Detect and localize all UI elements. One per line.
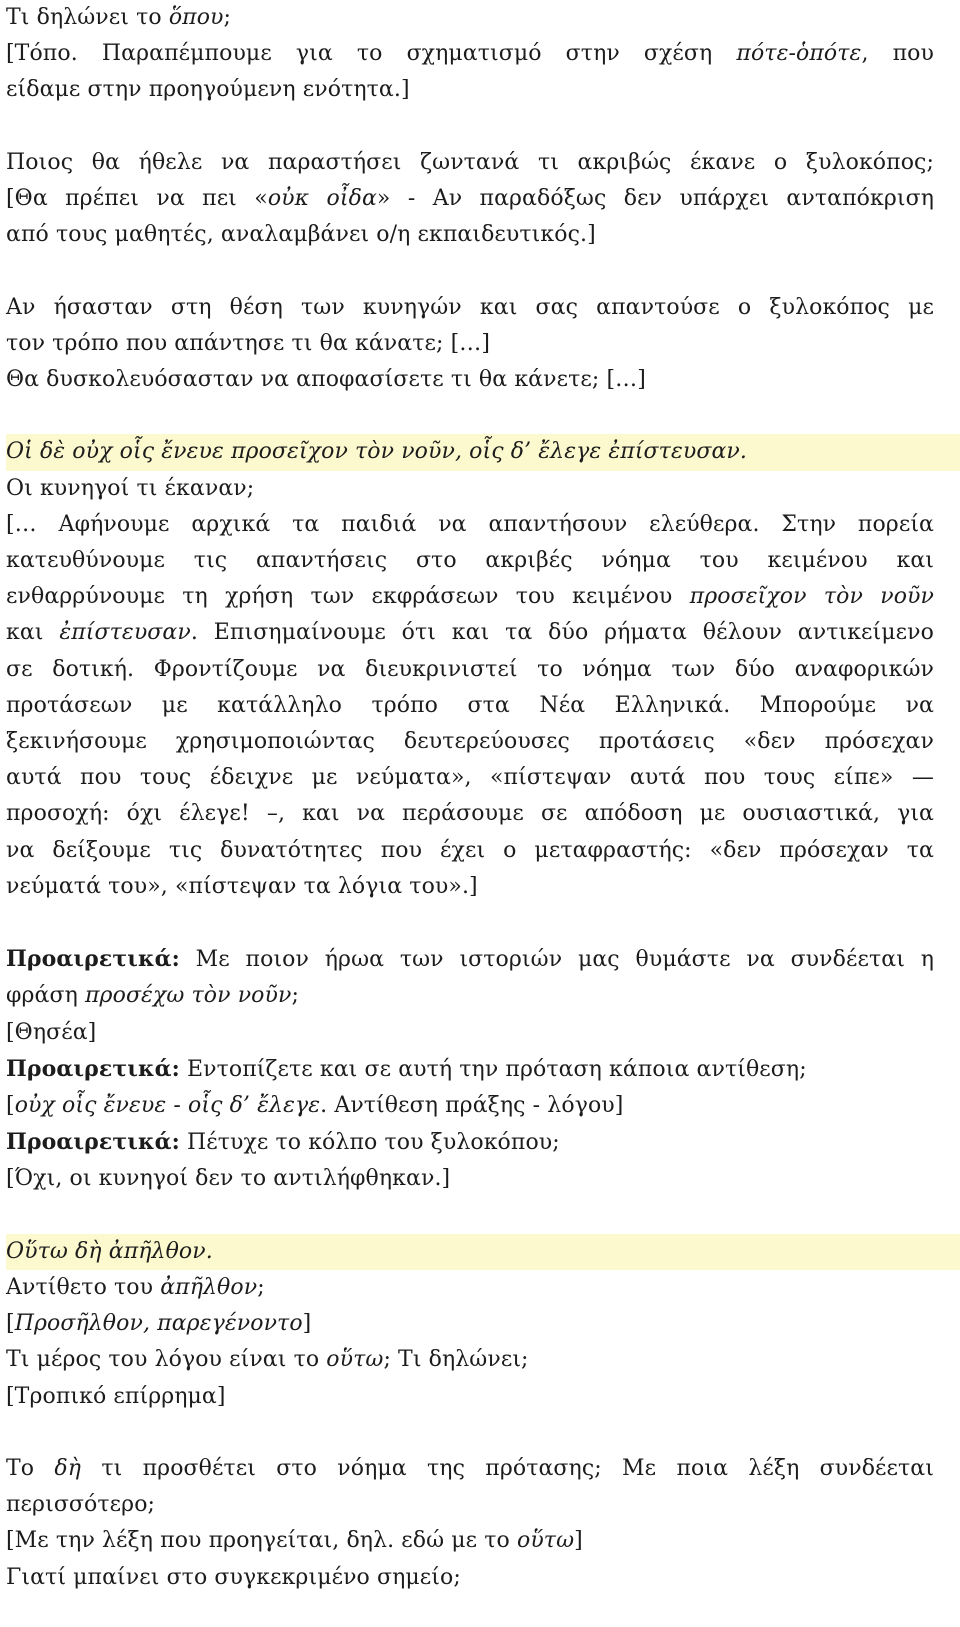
greek-term: ἐπίστευσαν	[59, 620, 191, 646]
text-line: Προαιρετικά: Με ποιον ήρωα των ιστοριών μας θυμάστε να συνδέεται η	[6, 946, 934, 973]
bold-label: Προαιρετικά:	[6, 1055, 180, 1082]
text-line: αυτά που τους έδειχνε με νεύματα», «πίστεψαν αυτά που τους είπε» —	[6, 765, 934, 791]
text-line: Το δὴ τι προσθέτει στο νόημα της πρότασης; Με ποια λέξη συνδέεται	[6, 1456, 934, 1482]
text-line: [Με την λέξη που προηγείται, δηλ. εδώ με το οὕτω]	[6, 1528, 583, 1554]
text-line: [Τόπο. Παραπέμπουμε για το σχηματισμό στην σχέση πότε-ὁπότε, που	[6, 41, 934, 67]
text-line: προσοχή: όχι έλεγε! –, και να περάσουμε σε απόδοση με ουσιαστικά, για	[6, 801, 934, 827]
text-line: Προαιρετικά: Πέτυχε το κόλπο του ξυλοκόπου;	[6, 1129, 560, 1156]
bold-label: Προαιρετικά:	[6, 946, 180, 973]
text-line: Οι κυνηγοί τι έκαναν;	[6, 475, 255, 501]
text-line: και ἐπίστευσαν. Επισημαίνουμε ότι και τα δύο ρήματα θέλουν αντικείμενο	[6, 620, 934, 646]
text-line: κατευθύνουμε τις απαντήσεις στο ακριβές νόημα του κειμένου και	[6, 548, 934, 573]
text-line: σε δοτική. Φροντίζουμε να διευκρινιστεί το νόημα των δύο αναφορικών	[6, 656, 934, 682]
greek-term: ὅπου	[168, 5, 224, 30]
paragraph-gap	[6, 1198, 934, 1234]
greek-term: ἀπῆλθον	[160, 1275, 258, 1301]
greek-term: προσεῖχον τὸν νοῦν	[689, 584, 934, 610]
text-line: τον τρόπο που απάντησε τι θα κάνατε; […]	[6, 330, 491, 356]
greek-term: οὐχ οἷς ἔνευε - οἷς δ’ ἔλεγε	[14, 1093, 321, 1119]
ancient-text: Οὕτω δὴ ἀπῆλθον.	[6, 1238, 213, 1264]
greek-term: δὴ	[54, 1456, 82, 1482]
paragraph-gap	[6, 905, 934, 941]
greek-term: οὕτω	[516, 1528, 575, 1554]
text-line: ενθαρρύνουμε τη χρήση των εκφράσεων του κειμένου προσεῖχον τὸν νοῦν	[6, 584, 934, 610]
text-line: είδαμε στην προηγούμενη ενότητα.]	[6, 77, 410, 103]
text-line: [… Αφήνουμε αρχικά τα παιδιά να απαντήσουν ελεύθερα. Στην πορεία	[6, 511, 934, 537]
text-line: [Θα πρέπει να πει «οὐκ οἶδα» - Αν παραδόξως δεν υπάρχει ανταπόκριση	[6, 186, 935, 211]
text-line: ξεκινήσουμε χρησιμοποιώντας δευτερεύουσες προτάσεις «δεν πρόσεχαν	[6, 729, 934, 755]
text-line: προτάσεων με κατάλληλο τρόπο στα Νέα Ελληνικά. Μπορούμε να	[6, 692, 934, 718]
paragraph-gap	[6, 253, 934, 289]
text-line: Αν ήσασταν στη θέση των κυνηγών και σας απαντούσε ο ξυλοκόπος με	[6, 294, 934, 320]
greek-term: οὕτω	[326, 1347, 384, 1373]
greek-term: προσέχω τὸν νοῦν	[85, 983, 292, 1009]
text-line: φράση προσέχω τὸν νοῦν;	[6, 983, 299, 1009]
bold-label: Προαιρετικά:	[6, 1129, 180, 1156]
text-line: Προαιρετικά: Εντοπίζετε και σε αυτή την πρόταση κάποια αντίθεση;	[6, 1055, 807, 1082]
paragraph-gap	[6, 109, 934, 145]
ancient-text-highlight	[6, 1234, 960, 1270]
text-line: να δείξουμε τις δυνατότητες που έχει ο μεταφραστής: «δεν πρόσεχαν τα	[6, 837, 934, 863]
text-line: [Όχι, οι κυνηγοί δεν το αντιλήφθηκαν.]	[6, 1166, 451, 1192]
text-line: Αντίθετο του ἀπῆλθον;	[6, 1275, 265, 1301]
text-line: [Προσῆλθον, παρεγένοντο]	[6, 1311, 312, 1337]
text-line: [οὐχ οἷς ἔνευε - οἷς δ’ ἔλεγε. Αντίθεση πράξης - λόγου]	[6, 1093, 624, 1119]
text-line: από τους μαθητές, αναλαμβάνει ο/η εκπαιδευτικός.]	[6, 222, 596, 248]
text-line: περισσότερο;	[6, 1492, 156, 1518]
paragraph-gap	[6, 398, 934, 434]
greek-term: Προσῆλθον, παρεγένοντο	[14, 1311, 303, 1337]
greek-term: πότε-ὁπότε	[736, 41, 862, 67]
text-line: Τι δηλώνει το ὅπου;	[6, 5, 232, 30]
ancient-text: Οἱ δὲ οὐχ οἷς ἔνευε προσεῖχον τὸν νοῦν, οἷς δ’ ἔλεγε ἐπίστευσαν.	[6, 439, 747, 465]
text-line: νεύματά του», «πίστεψαν τα λόγια του».]	[6, 873, 478, 899]
text-line: Τι μέρος του λόγου είναι το οὕτω; Τι δηλώνει;	[6, 1347, 529, 1373]
text-line: [Τροπικό επίρρημα]	[6, 1383, 226, 1409]
text-line: Ποιος θα ήθελε να παραστήσει ζωντανά τι ακριβώς έκανε ο ξυλοκόπος;	[6, 149, 934, 175]
text-line: Γιατί μπαίνει στο συγκεκριμένο σημείο;	[6, 1564, 461, 1590]
greek-term: οὐκ οἶδα	[267, 186, 377, 211]
ancient-text-highlight	[6, 434, 960, 470]
paragraph-gap	[6, 1415, 934, 1451]
text-line: Θα δυσκολευόσασταν να αποφασίσετε τι θα κάνετε; […]	[6, 367, 646, 392]
text-line: [Θησέα]	[6, 1019, 97, 1045]
